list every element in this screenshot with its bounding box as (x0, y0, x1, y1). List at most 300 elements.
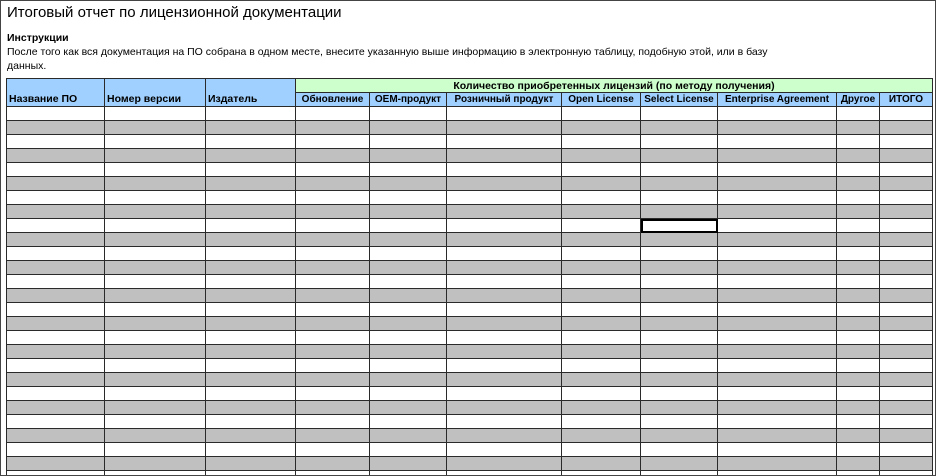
table-cell[interactable] (7, 261, 105, 275)
column-header-enterprise-agreement[interactable]: Enterprise Agreement (718, 93, 837, 107)
table-cell[interactable] (562, 261, 641, 275)
table-cell[interactable] (641, 233, 718, 247)
table-cell[interactable] (880, 415, 933, 429)
table-cell[interactable] (641, 303, 718, 317)
table-cell[interactable] (296, 177, 370, 191)
table-cell[interactable] (447, 247, 562, 261)
table-cell[interactable] (7, 177, 105, 191)
table-cell[interactable] (296, 261, 370, 275)
table-cell[interactable] (296, 163, 370, 177)
column-header-select-license[interactable]: Select License (641, 93, 718, 107)
table-cell[interactable] (105, 387, 206, 401)
table-cell[interactable] (562, 429, 641, 443)
table-cell[interactable] (447, 135, 562, 149)
table-cell[interactable] (880, 303, 933, 317)
table-cell[interactable] (718, 415, 837, 429)
table-cell[interactable] (837, 387, 880, 401)
table-cell[interactable] (7, 149, 105, 163)
table-cell[interactable] (718, 247, 837, 261)
column-header-retail[interactable]: Розничный продукт (447, 93, 562, 107)
table-cell[interactable] (370, 401, 447, 415)
table-cell[interactable] (718, 219, 837, 233)
table-cell[interactable] (641, 163, 718, 177)
table-cell[interactable] (447, 331, 562, 345)
table-cell[interactable] (880, 429, 933, 443)
table-cell[interactable] (296, 107, 370, 121)
table-cell[interactable] (880, 261, 933, 275)
table-cell[interactable] (105, 429, 206, 443)
table-cell[interactable] (641, 247, 718, 261)
table-cell[interactable] (7, 429, 105, 443)
table-cell[interactable] (562, 233, 641, 247)
table-cell[interactable] (7, 303, 105, 317)
table-cell[interactable] (880, 275, 933, 289)
table-cell[interactable] (562, 163, 641, 177)
column-header-software-name[interactable]: Название ПО (7, 79, 105, 107)
group-header-licenses[interactable]: Количество приобретенных лицензий (по методу получения) (296, 79, 933, 93)
table-cell[interactable] (562, 289, 641, 303)
table-cell[interactable] (206, 261, 296, 275)
table-cell[interactable] (562, 471, 641, 476)
table-cell[interactable] (105, 345, 206, 359)
table-cell[interactable] (7, 107, 105, 121)
table-cell[interactable] (296, 233, 370, 247)
table-cell[interactable] (837, 149, 880, 163)
table-cell[interactable] (105, 149, 206, 163)
table-cell[interactable] (562, 191, 641, 205)
table-cell[interactable] (641, 359, 718, 373)
table-cell[interactable] (296, 401, 370, 415)
table-cell[interactable] (370, 163, 447, 177)
table-cell[interactable] (447, 149, 562, 163)
table-cell[interactable] (837, 233, 880, 247)
table-cell[interactable] (206, 135, 296, 149)
table-cell[interactable] (718, 303, 837, 317)
table-cell[interactable] (370, 373, 447, 387)
table-cell[interactable] (7, 457, 105, 471)
table-cell[interactable] (370, 471, 447, 476)
table-cell[interactable] (641, 345, 718, 359)
table-cell[interactable] (837, 219, 880, 233)
table-cell[interactable] (447, 191, 562, 205)
table-cell[interactable] (641, 135, 718, 149)
table-cell[interactable] (447, 303, 562, 317)
table-cell[interactable] (206, 163, 296, 177)
table-cell[interactable] (370, 205, 447, 219)
table-cell[interactable] (837, 457, 880, 471)
table-cell[interactable] (206, 415, 296, 429)
table-cell[interactable] (562, 121, 641, 135)
table-cell[interactable] (837, 317, 880, 331)
table-cell[interactable] (641, 457, 718, 471)
table-cell[interactable] (447, 317, 562, 331)
table-cell[interactable] (296, 303, 370, 317)
table-cell[interactable] (837, 261, 880, 275)
table-cell[interactable] (296, 121, 370, 135)
table-cell[interactable] (562, 275, 641, 289)
table-cell[interactable] (105, 275, 206, 289)
table-cell[interactable] (562, 149, 641, 163)
table-cell[interactable] (447, 275, 562, 289)
table-cell[interactable] (641, 121, 718, 135)
table-cell[interactable] (370, 261, 447, 275)
table-cell[interactable] (447, 373, 562, 387)
table-cell[interactable] (105, 205, 206, 219)
table-cell[interactable] (7, 387, 105, 401)
table-cell[interactable] (296, 205, 370, 219)
table-cell[interactable] (718, 233, 837, 247)
table-cell[interactable] (105, 261, 206, 275)
table-cell[interactable] (718, 429, 837, 443)
table-cell[interactable] (562, 205, 641, 219)
table-cell[interactable] (880, 177, 933, 191)
table-cell[interactable] (641, 205, 718, 219)
table-cell[interactable] (296, 331, 370, 345)
table-cell[interactable] (718, 149, 837, 163)
table-cell[interactable] (718, 331, 837, 345)
table-cell[interactable] (296, 247, 370, 261)
table-cell[interactable] (447, 457, 562, 471)
table-cell[interactable] (105, 135, 206, 149)
table-cell[interactable] (837, 331, 880, 345)
table-cell[interactable] (206, 373, 296, 387)
table-cell[interactable] (562, 107, 641, 121)
table-cell[interactable] (837, 303, 880, 317)
table-cell[interactable] (296, 429, 370, 443)
table-cell[interactable] (880, 135, 933, 149)
table-cell[interactable] (880, 317, 933, 331)
table-cell[interactable] (370, 107, 447, 121)
table-cell[interactable] (206, 303, 296, 317)
table-cell[interactable] (370, 135, 447, 149)
table-cell[interactable] (7, 471, 105, 476)
table-cell[interactable] (880, 219, 933, 233)
table-cell[interactable] (718, 373, 837, 387)
table-cell[interactable] (105, 233, 206, 247)
table-cell[interactable] (370, 443, 447, 457)
table-cell[interactable] (296, 219, 370, 233)
table-cell[interactable] (296, 373, 370, 387)
table-cell[interactable] (837, 135, 880, 149)
active-cell[interactable] (641, 219, 718, 233)
table-cell[interactable] (447, 387, 562, 401)
table-cell[interactable] (370, 149, 447, 163)
table-cell[interactable] (562, 135, 641, 149)
table-cell[interactable] (562, 443, 641, 457)
table-cell[interactable] (641, 107, 718, 121)
table-cell[interactable] (718, 401, 837, 415)
table-cell[interactable] (562, 177, 641, 191)
table-cell[interactable] (718, 121, 837, 135)
table-cell[interactable] (718, 387, 837, 401)
table-cell[interactable] (880, 359, 933, 373)
table-cell[interactable] (105, 219, 206, 233)
table-cell[interactable] (206, 457, 296, 471)
table-cell[interactable] (370, 345, 447, 359)
table-cell[interactable] (718, 443, 837, 457)
table-cell[interactable] (641, 177, 718, 191)
table-cell[interactable] (641, 471, 718, 476)
table-cell[interactable] (718, 471, 837, 476)
table-cell[interactable] (837, 471, 880, 476)
table-cell[interactable] (837, 359, 880, 373)
table-cell[interactable] (641, 415, 718, 429)
table-cell[interactable] (105, 471, 206, 476)
table-cell[interactable] (718, 261, 837, 275)
table-cell[interactable] (296, 415, 370, 429)
table-cell[interactable] (370, 191, 447, 205)
table-cell[interactable] (370, 121, 447, 135)
table-cell[interactable] (837, 345, 880, 359)
table-cell[interactable] (562, 303, 641, 317)
table-cell[interactable] (296, 359, 370, 373)
table-cell[interactable] (206, 387, 296, 401)
table-cell[interactable] (7, 219, 105, 233)
table-cell[interactable] (370, 233, 447, 247)
table-cell[interactable] (370, 247, 447, 261)
table-cell[interactable] (562, 457, 641, 471)
table-cell[interactable] (7, 443, 105, 457)
table-cell[interactable] (562, 331, 641, 345)
table-cell[interactable] (105, 177, 206, 191)
table-cell[interactable] (880, 149, 933, 163)
table-cell[interactable] (718, 107, 837, 121)
table-cell[interactable] (837, 373, 880, 387)
table-cell[interactable] (206, 107, 296, 121)
table-cell[interactable] (837, 205, 880, 219)
table-cell[interactable] (7, 275, 105, 289)
table-cell[interactable] (447, 415, 562, 429)
table-cell[interactable] (880, 205, 933, 219)
table-cell[interactable] (880, 331, 933, 345)
table-cell[interactable] (837, 429, 880, 443)
table-cell[interactable] (105, 121, 206, 135)
table-cell[interactable] (7, 163, 105, 177)
table-cell[interactable] (641, 289, 718, 303)
table-cell[interactable] (370, 303, 447, 317)
table-cell[interactable] (7, 233, 105, 247)
table-cell[interactable] (7, 415, 105, 429)
table-cell[interactable] (718, 205, 837, 219)
table-cell[interactable] (296, 443, 370, 457)
table-cell[interactable] (447, 443, 562, 457)
table-cell[interactable] (447, 401, 562, 415)
table-cell[interactable] (296, 345, 370, 359)
table-cell[interactable] (206, 233, 296, 247)
table-cell[interactable] (880, 373, 933, 387)
table-cell[interactable] (562, 401, 641, 415)
table-cell[interactable] (370, 317, 447, 331)
table-cell[interactable] (105, 373, 206, 387)
table-cell[interactable] (7, 401, 105, 415)
table-cell[interactable] (641, 261, 718, 275)
table-cell[interactable] (7, 317, 105, 331)
table-cell[interactable] (206, 471, 296, 476)
table-cell[interactable] (105, 107, 206, 121)
table-cell[interactable] (447, 233, 562, 247)
table-cell[interactable] (641, 429, 718, 443)
column-header-version[interactable]: Номер версии (105, 79, 206, 107)
table-cell[interactable] (105, 247, 206, 261)
table-cell[interactable] (296, 457, 370, 471)
table-cell[interactable] (105, 331, 206, 345)
table-cell[interactable] (562, 387, 641, 401)
table-cell[interactable] (370, 289, 447, 303)
table-cell[interactable] (447, 359, 562, 373)
table-cell[interactable] (718, 135, 837, 149)
table-cell[interactable] (206, 205, 296, 219)
table-cell[interactable] (296, 149, 370, 163)
table-cell[interactable] (206, 177, 296, 191)
table-cell[interactable] (7, 345, 105, 359)
table-cell[interactable] (718, 177, 837, 191)
table-cell[interactable] (447, 205, 562, 219)
table-cell[interactable] (641, 275, 718, 289)
table-cell[interactable] (837, 443, 880, 457)
table-cell[interactable] (718, 359, 837, 373)
table-cell[interactable] (562, 359, 641, 373)
table-cell[interactable] (447, 289, 562, 303)
table-cell[interactable] (296, 289, 370, 303)
table-cell[interactable] (447, 471, 562, 476)
table-cell[interactable] (880, 471, 933, 476)
table-cell[interactable] (7, 331, 105, 345)
table-cell[interactable] (447, 261, 562, 275)
table-cell[interactable] (370, 415, 447, 429)
table-cell[interactable] (447, 107, 562, 121)
table-cell[interactable] (562, 373, 641, 387)
table-cell[interactable] (296, 275, 370, 289)
table-cell[interactable] (880, 387, 933, 401)
table-cell[interactable] (641, 317, 718, 331)
table-cell[interactable] (880, 247, 933, 261)
table-cell[interactable] (105, 457, 206, 471)
table-cell[interactable] (370, 457, 447, 471)
table-cell[interactable] (206, 275, 296, 289)
table-cell[interactable] (105, 317, 206, 331)
table-cell[interactable] (296, 191, 370, 205)
table-cell[interactable] (7, 205, 105, 219)
table-cell[interactable] (562, 345, 641, 359)
table-cell[interactable] (206, 331, 296, 345)
table-cell[interactable] (206, 401, 296, 415)
table-cell[interactable] (105, 303, 206, 317)
table-cell[interactable] (206, 359, 296, 373)
table-cell[interactable] (718, 163, 837, 177)
table-cell[interactable] (105, 443, 206, 457)
table-cell[interactable] (837, 415, 880, 429)
table-cell[interactable] (562, 219, 641, 233)
table-cell[interactable] (206, 429, 296, 443)
table-cell[interactable] (296, 387, 370, 401)
table-cell[interactable] (718, 457, 837, 471)
table-cell[interactable] (718, 345, 837, 359)
table-cell[interactable] (562, 247, 641, 261)
column-header-publisher[interactable]: Издатель (206, 79, 296, 107)
table-cell[interactable] (296, 135, 370, 149)
table-cell[interactable] (447, 429, 562, 443)
table-cell[interactable] (370, 331, 447, 345)
table-cell[interactable] (837, 177, 880, 191)
table-cell[interactable] (206, 247, 296, 261)
table-cell[interactable] (641, 331, 718, 345)
table-cell[interactable] (370, 177, 447, 191)
table-cell[interactable] (206, 443, 296, 457)
table-cell[interactable] (837, 275, 880, 289)
table-cell[interactable] (718, 191, 837, 205)
table-cell[interactable] (880, 401, 933, 415)
table-cell[interactable] (718, 289, 837, 303)
column-header-upgrade[interactable]: Обновление (296, 93, 370, 107)
table-cell[interactable] (880, 345, 933, 359)
table-cell[interactable] (296, 471, 370, 476)
table-cell[interactable] (370, 219, 447, 233)
table-cell[interactable] (837, 107, 880, 121)
table-cell[interactable] (641, 373, 718, 387)
table-cell[interactable] (447, 177, 562, 191)
table-cell[interactable] (7, 373, 105, 387)
table-cell[interactable] (105, 191, 206, 205)
table-cell[interactable] (7, 359, 105, 373)
table-cell[interactable] (296, 317, 370, 331)
table-cell[interactable] (447, 345, 562, 359)
table-cell[interactable] (880, 233, 933, 247)
table-cell[interactable] (837, 247, 880, 261)
table-cell[interactable] (447, 219, 562, 233)
table-cell[interactable] (641, 401, 718, 415)
table-cell[interactable] (880, 121, 933, 135)
table-cell[interactable] (641, 387, 718, 401)
table-cell[interactable] (837, 401, 880, 415)
table-cell[interactable] (837, 191, 880, 205)
table-cell[interactable] (370, 275, 447, 289)
table-cell[interactable] (206, 191, 296, 205)
table-cell[interactable] (837, 121, 880, 135)
table-cell[interactable] (105, 401, 206, 415)
table-cell[interactable] (837, 163, 880, 177)
table-cell[interactable] (447, 163, 562, 177)
table-cell[interactable] (718, 317, 837, 331)
table-cell[interactable] (880, 107, 933, 121)
table-cell[interactable] (7, 135, 105, 149)
column-header-other[interactable]: Другое (837, 93, 880, 107)
table-cell[interactable] (880, 163, 933, 177)
table-cell[interactable] (7, 191, 105, 205)
table-cell[interactable] (370, 359, 447, 373)
table-cell[interactable] (7, 121, 105, 135)
table-cell[interactable] (880, 443, 933, 457)
table-cell[interactable] (7, 247, 105, 261)
table-cell[interactable] (206, 345, 296, 359)
table-cell[interactable] (105, 289, 206, 303)
table-cell[interactable] (447, 121, 562, 135)
table-cell[interactable] (105, 415, 206, 429)
table-cell[interactable] (206, 121, 296, 135)
table-cell[interactable] (206, 317, 296, 331)
table-cell[interactable] (206, 219, 296, 233)
table-cell[interactable] (562, 415, 641, 429)
table-cell[interactable] (641, 191, 718, 205)
column-header-oem[interactable]: OEM-продукт (370, 93, 447, 107)
table-cell[interactable] (880, 191, 933, 205)
column-header-open-license[interactable]: Open License (562, 93, 641, 107)
table-cell[interactable] (641, 149, 718, 163)
table-cell[interactable] (7, 289, 105, 303)
table-cell[interactable] (641, 443, 718, 457)
table-cell[interactable] (837, 289, 880, 303)
column-header-total[interactable]: ИТОГО (880, 93, 933, 107)
table-cell[interactable] (880, 289, 933, 303)
